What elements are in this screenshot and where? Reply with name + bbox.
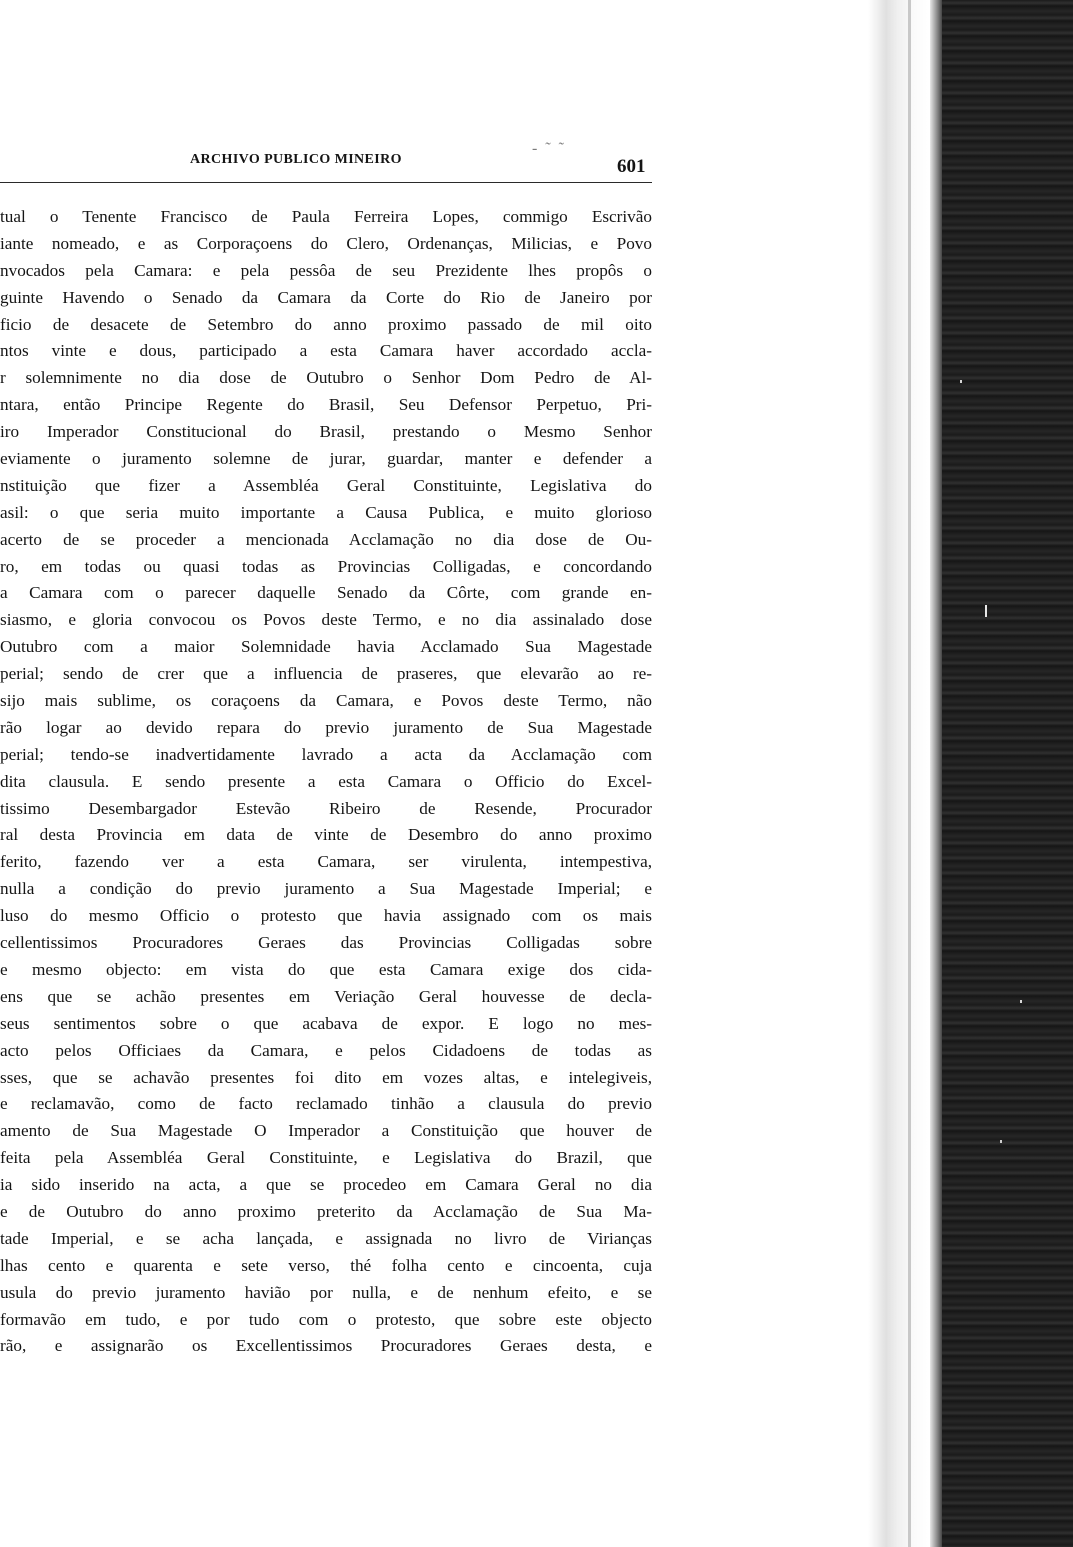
book-spine — [942, 0, 1073, 1547]
text-line: tade Imperial, e se acha lançada, e assignada no livro de Virianças — [0, 1228, 652, 1248]
page-header — [0, 140, 652, 182]
running-title: ARCHIVO PUBLICO MINEIRO — [190, 152, 402, 167]
text-line: formavão em tudo, e por tudo com o protesto, que sobre este objecto — [0, 1309, 652, 1329]
text-line: nstituição que fizer a Assembléa Geral Constituinte, Legislativa do — [0, 475, 652, 495]
text-line: dita clausula. E sendo presente a esta Camara o Officio do Excel- — [0, 771, 652, 791]
text-line: cellentissimos Procuradores Geraes das Provincias Colligadas sobre — [0, 933, 652, 953]
scan-speck — [1020, 1000, 1022, 1003]
gutter-line — [908, 0, 911, 1547]
text-line: ens que se achão presentes em Veriação Geral houvesse de decla- — [0, 986, 652, 1006]
text-line: usula do previo juramento havião por nulla, e de nenhum efeito, e se — [0, 1282, 652, 1302]
text-line: nvocados pela Camara: e pela pessôa de seu Prezidente lhes propôs o — [0, 260, 652, 280]
text-line: a Camara com o parecer daquelle Senado da Côrte, com grande en- — [0, 583, 652, 603]
ink-smudge: - ˜ ˜ — [532, 140, 566, 157]
text-line: e de Outubro do anno proximo preterito da Acclamação de Sua Ma- — [0, 1201, 652, 1221]
text-line: siasmo, e gloria convocou os Povos deste Termo, e no dia assinalado dose — [0, 610, 652, 630]
text-line: feita pela Assembléa Geral Constituinte, e Legislativa do Brazil, que — [0, 1148, 652, 1168]
text-line: Outubro com a maior Solemnidade havia Acclamado Sua Magestade — [0, 637, 652, 657]
text-line: ro, em todas ou quasi todas as Provincias Colligadas, e concordando — [0, 556, 652, 576]
text-line: eviamente o juramento solemne de jurar, guardar, manter e defender a — [0, 449, 652, 469]
text-line: nulla a condição do previo juramento a Sua Magestade Imperial; e — [0, 879, 652, 899]
text-line: acerto de se proceder a mencionada Acclamação no dia dose de Ou- — [0, 529, 652, 549]
text-line: tual o Tenente Francisco de Paula Ferreira Lopes, commigo Escrivão — [0, 207, 652, 226]
text-line: acto pelos Officiaes da Camara, e pelos Cidadoens de todas as — [0, 1040, 652, 1060]
text-line: e mesmo objecto: em vista do que esta Camara exige dos cida- — [0, 959, 652, 979]
text-line: ficio de desacete de Setembro do anno proximo passado de mil oito — [0, 314, 652, 334]
text-line: perial; tendo-se inadvertidamente lavrado a acta da Acclamação com — [0, 744, 652, 764]
text-line: e reclamavão, como de facto reclamado tinhão a clausula do previo — [0, 1094, 652, 1114]
text-line: lhas cento e quarenta e sete verso, thé folha cento e cincoenta, cuja — [0, 1255, 652, 1275]
text-line: ntara, então Principe Regente do Brasil, Seu Defensor Perpetuo, Pri- — [0, 395, 652, 415]
text-line: r solemnimente no dia dose de Outubro o Senhor Dom Pedro de Al- — [0, 368, 652, 388]
text-line: amento de Sua Magestade O Imperador a Constituição que houver de — [0, 1121, 652, 1141]
text-line: iro Imperador Constitucional do Brasil, prestando o Mesmo Senhor — [0, 422, 652, 442]
text-line: sijo mais sublime, os coraçoens da Camara, e Povos deste Termo, não — [0, 691, 652, 711]
scan-speck — [1000, 1140, 1002, 1143]
text-line: ntos vinte e dous, participado a esta Camara haver accordado accla- — [0, 341, 652, 361]
text-line: guinte Havendo o Senado da Camara da Corte do Rio de Janeiro por — [0, 287, 652, 307]
scan-speck — [960, 380, 962, 383]
text-line: ral desta Provincia em data de vinte de Desembro do anno proximo — [0, 825, 652, 845]
page-number: 601 — [617, 156, 646, 177]
text-line: rão logar ao devido repara do previo juramento de Sua Magestade — [0, 717, 652, 737]
text-line: tissimo Desembargador Estevão Ribeiro de Resende, Procurador — [0, 798, 652, 818]
text-line: asil: o que seria muito importante a Causa Publica, e muito glorioso — [0, 502, 652, 522]
text-line: rão, e assignarão os Excellentissimos Procuradores Geraes desta, e — [0, 1336, 652, 1356]
text-line: ferito, fazendo ver a esta Camara, ser virulenta, intempestiva, — [0, 852, 652, 872]
text-line: perial; sendo de crer que a influencia de praseres, que elevarão ao re- — [0, 664, 652, 684]
text-line: seus sentimentos sobre o que acabava de expor. E logo no mes- — [0, 1013, 652, 1033]
text-line: luso do mesmo Officio o protesto que havia assignado com os mais — [0, 906, 652, 926]
text-line: ia sido inserido na acta, a que se procedeo em Camara Geral no dia — [0, 1175, 652, 1195]
text-line: iante nomeado, e as Corporaçoens do Clero, Ordenanças, Milicias, e Povo — [0, 233, 652, 253]
scan-speck — [985, 605, 987, 617]
body-text — [0, 204, 652, 1414]
text-line: sses, que se achavão presentes foi dito em vozes altas, e intelegiveis, — [0, 1067, 652, 1087]
header-rule — [0, 182, 652, 183]
